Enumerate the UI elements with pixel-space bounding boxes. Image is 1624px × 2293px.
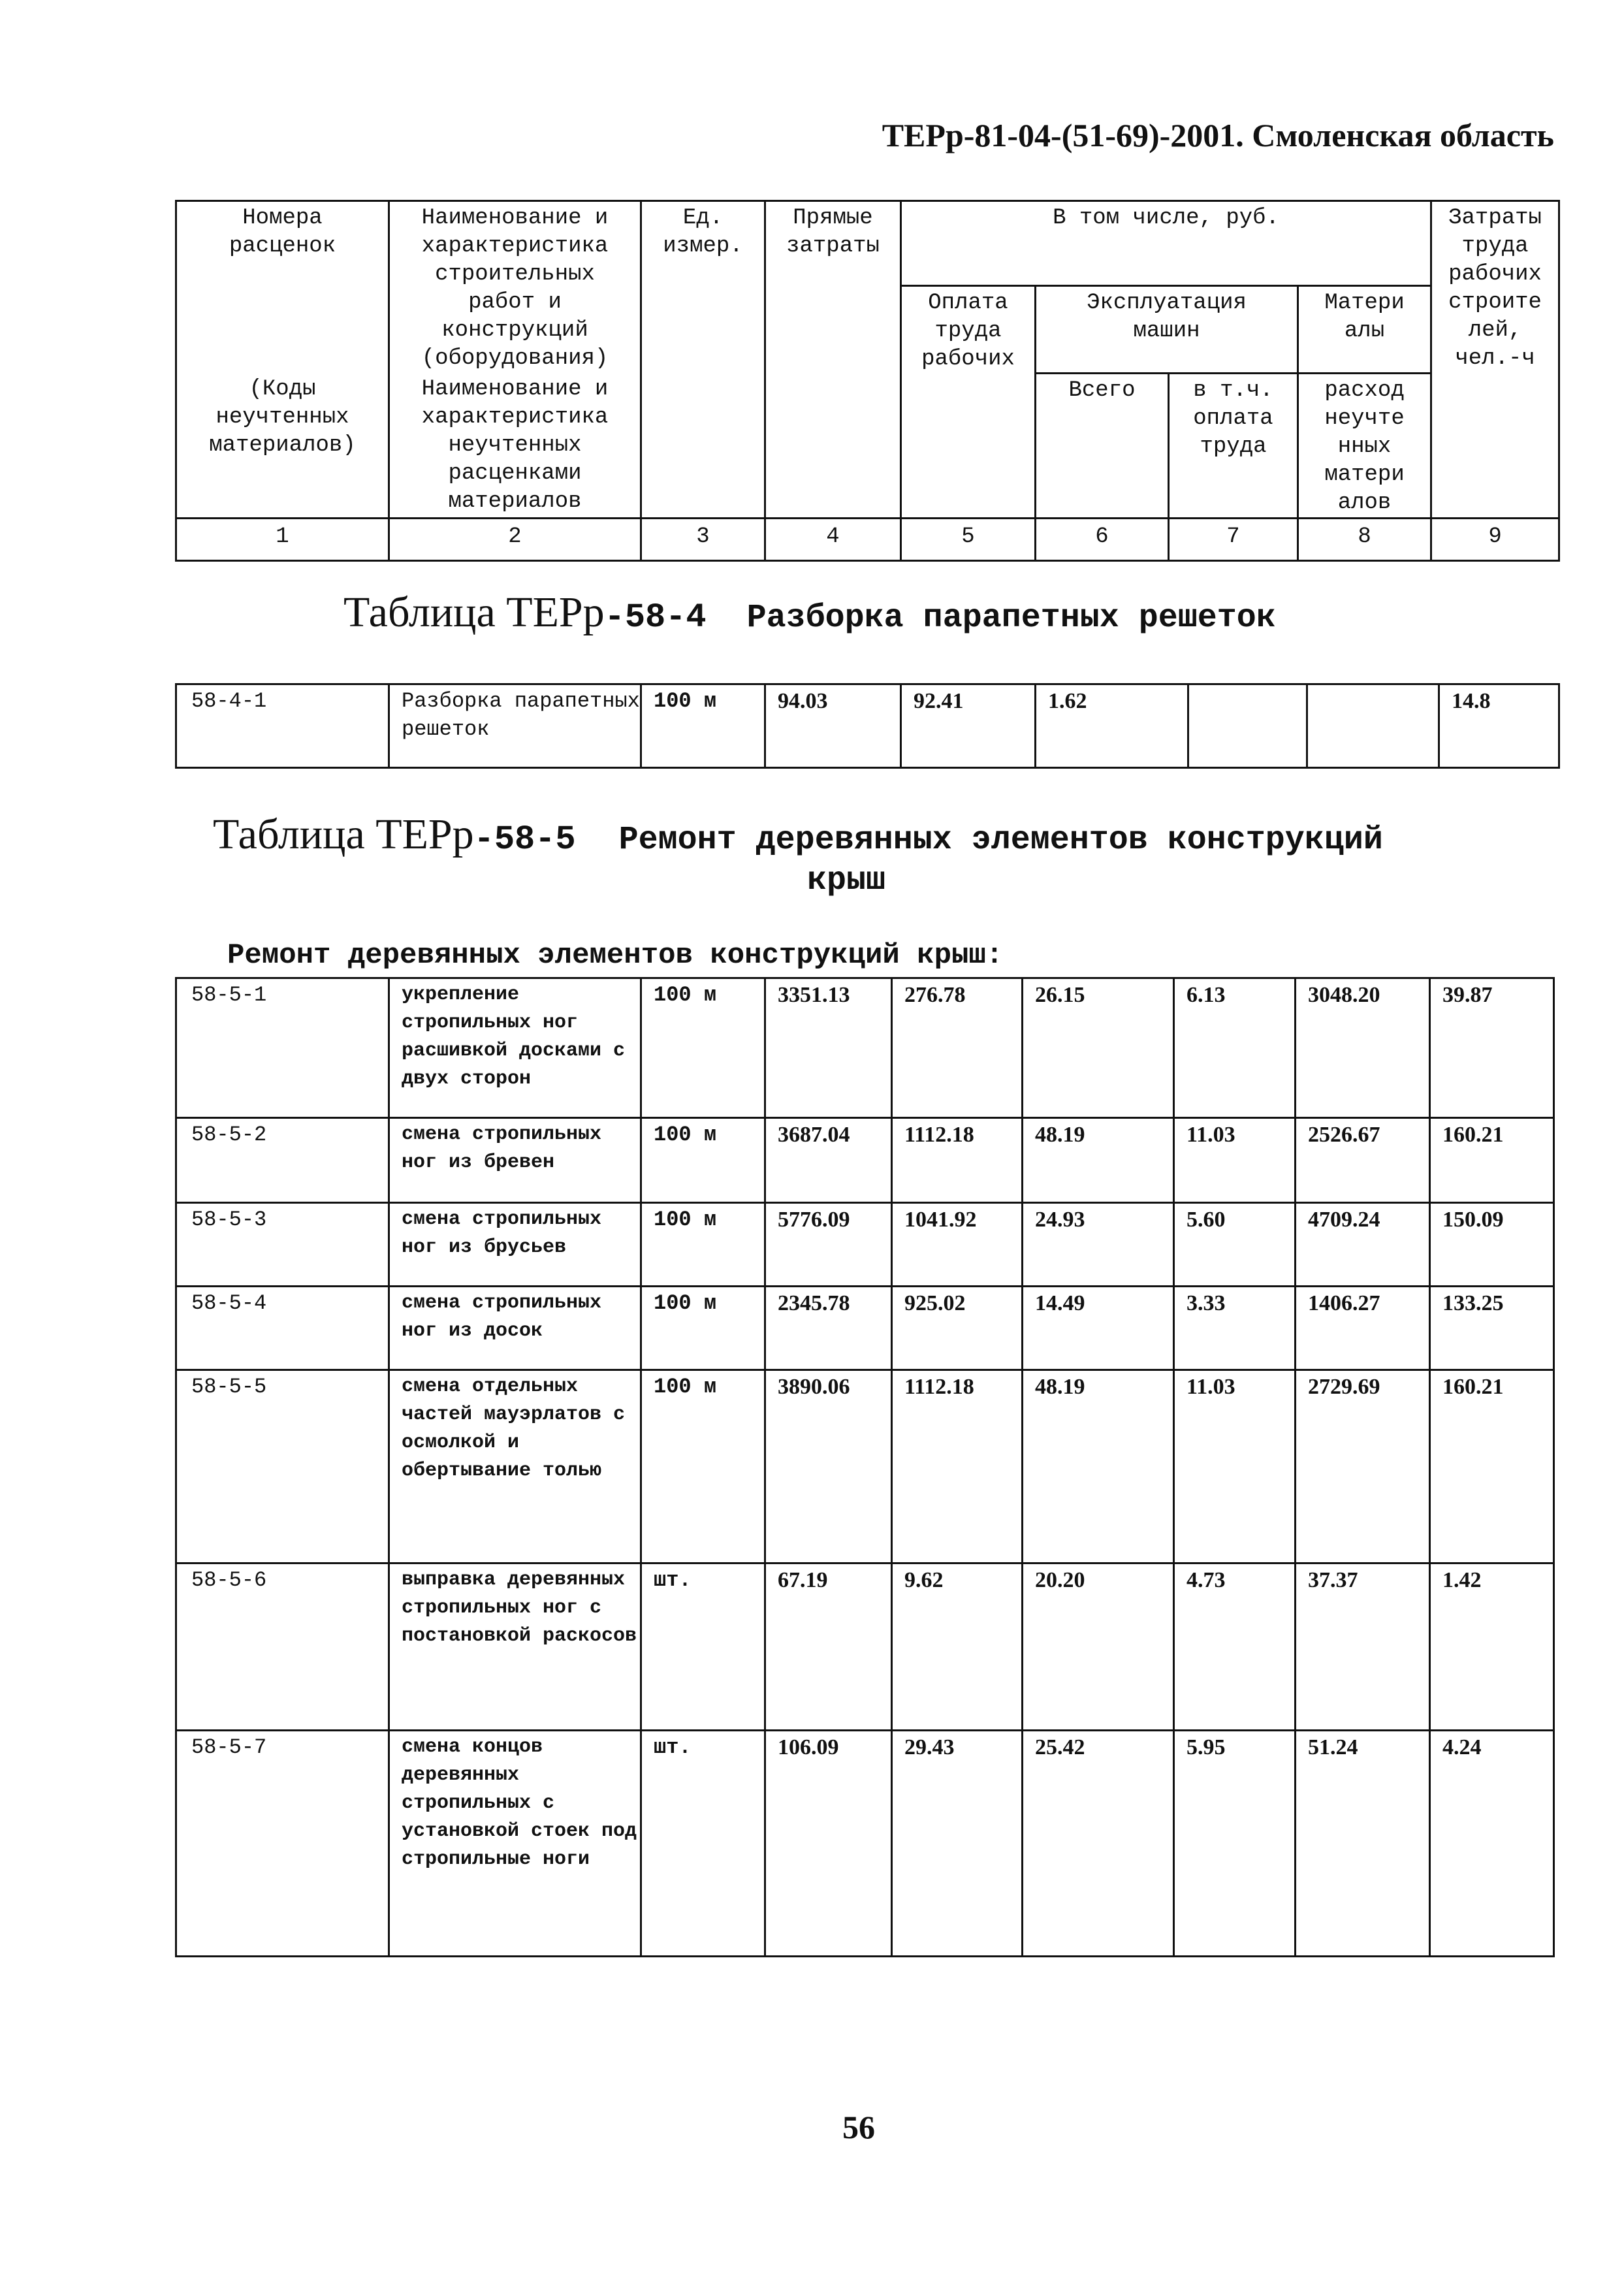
table-58-5	[175, 977, 1555, 1957]
row-unit: шт.	[641, 1563, 765, 1731]
row-code: 58-5-4	[176, 1287, 389, 1370]
column-number: 1	[176, 518, 389, 560]
page-number: 56	[842, 2109, 875, 2145]
row-machines: 20.20	[1023, 1563, 1174, 1731]
row-direct: 67.19	[765, 1563, 892, 1731]
table-row	[176, 1203, 1554, 1287]
header-code: Номера расценок	[176, 201, 389, 374]
row-machines: 26.15	[1023, 978, 1174, 1118]
header-name: Наименование и характеристика строительных работ и конструкций (оборудования)	[389, 201, 641, 374]
row-materials: 2526.67	[1296, 1118, 1430, 1203]
table-row	[176, 1731, 1554, 1957]
column-number: 9	[1431, 518, 1559, 560]
column-number: 4	[765, 518, 901, 560]
row-materials	[1307, 684, 1439, 768]
table-58-5-caption-line2	[807, 862, 885, 899]
row-machines: 48.19	[1023, 1370, 1174, 1563]
row-machines-pay: 4.73	[1174, 1563, 1296, 1731]
header-code-materials: (Коды неучтенных материалов)	[176, 373, 389, 518]
column-number: 5	[901, 518, 1036, 560]
table-row	[176, 1563, 1554, 1731]
row-code: 58-4-1	[176, 684, 389, 768]
table-row	[176, 1370, 1554, 1563]
row-name: смена концов деревянных стропильных с установкой стоек под стропильные ноги	[389, 1731, 641, 1957]
row-direct: 94.03	[765, 684, 901, 768]
row-direct: 2345.78	[765, 1287, 892, 1370]
caption-code: -58-4	[604, 598, 707, 637]
caption-prefix: Таблица ТЕРр	[213, 810, 474, 858]
row-pay: 9.62	[892, 1563, 1023, 1731]
section-label: Ремонт деревянных элементов конструкций крыш:	[227, 939, 1004, 972]
row-labor: 39.87	[1430, 978, 1554, 1118]
row-machines: 1.62	[1036, 684, 1188, 768]
row-direct: 3890.06	[765, 1370, 892, 1563]
row-unit: 100 м	[641, 684, 765, 768]
row-labor: 160.21	[1430, 1370, 1554, 1563]
header-labor: Затраты труда рабочих строите лей, чел.-ч	[1431, 201, 1559, 519]
row-code: 58-5-2	[176, 1118, 389, 1203]
row-name: выправка деревянных стропильных ног с постановкой раскосов	[389, 1563, 641, 1731]
header-machines: Эксплуатация машин	[1036, 286, 1298, 374]
caption-title: Ремонт деревянных элементов конструкций	[618, 822, 1383, 859]
header-materials: Матери алы	[1298, 286, 1431, 374]
table-row	[176, 978, 1554, 1118]
row-pay: 276.78	[892, 978, 1023, 1118]
row-pay: 29.43	[892, 1731, 1023, 1957]
row-name: укрепление стропильных ног расшивкой досками с двух сторон	[389, 978, 641, 1118]
header-machines-total: Всего	[1036, 373, 1169, 518]
row-direct: 106.09	[765, 1731, 892, 1957]
header-unaccounted-materials: расход неучте нных матери алов	[1298, 373, 1431, 518]
row-machines-pay: 11.03	[1174, 1118, 1296, 1203]
row-name: смена отдельных частей мауэрлатов с осмолкой и обертывание толью	[389, 1370, 641, 1563]
table-58-5-caption	[213, 810, 1383, 859]
row-machines: 24.93	[1023, 1203, 1174, 1287]
row-code: 58-5-7	[176, 1731, 389, 1957]
header-unit: Ед. измер.	[641, 201, 765, 519]
caption-title: Разборка парапетных решеток	[746, 600, 1276, 637]
table-row	[176, 1118, 1554, 1203]
row-unit: 100 м	[641, 1287, 765, 1370]
row-materials: 2729.69	[1296, 1370, 1430, 1563]
row-machines-pay: 5.60	[1174, 1203, 1296, 1287]
header-including: В том числе, руб.	[901, 201, 1431, 286]
row-pay: 925.02	[892, 1287, 1023, 1370]
document-title: ТЕРр-81-04-(51-69)-2001. Смоленская область	[882, 117, 1554, 153]
row-machines-pay: 5.95	[1174, 1731, 1296, 1957]
row-machines-pay: 3.33	[1174, 1287, 1296, 1370]
row-labor: 133.25	[1430, 1287, 1554, 1370]
row-machines: 25.42	[1023, 1731, 1174, 1957]
table-row	[176, 684, 1559, 768]
column-number: 2	[389, 518, 641, 560]
row-direct: 3351.13	[765, 978, 892, 1118]
row-labor: 1.42	[1430, 1563, 1554, 1731]
row-direct: 5776.09	[765, 1203, 892, 1287]
row-code: 58-5-5	[176, 1370, 389, 1563]
row-unit: 100 м	[641, 1203, 765, 1287]
row-materials: 37.37	[1296, 1563, 1430, 1731]
row-unit: 100 м	[641, 1118, 765, 1203]
row-labor: 4.24	[1430, 1731, 1554, 1957]
caption-code: -58-5	[473, 820, 576, 859]
row-pay: 1112.18	[892, 1370, 1023, 1563]
header-machines-pay: в т.ч. оплата труда	[1169, 373, 1298, 518]
header-direct-costs: Прямые затраты	[765, 201, 901, 519]
row-code: 58-5-6	[176, 1563, 389, 1731]
caption-title-continued: крыш	[807, 862, 886, 899]
header-name-materials: Наименование и характеристика неучтенных расценками материалов	[389, 373, 641, 518]
caption-prefix: Таблица ТЕРр	[343, 588, 605, 636]
table-58-4	[175, 683, 1560, 769]
row-name: Разборка парапетных решеток	[389, 684, 641, 768]
column-header-table	[175, 200, 1560, 562]
table-58-4-caption	[343, 588, 1276, 637]
column-number: 3	[641, 518, 765, 560]
row-pay: 1041.92	[892, 1203, 1023, 1287]
row-machines-pay	[1188, 684, 1307, 768]
row-pay: 1112.18	[892, 1118, 1023, 1203]
row-name: смена стропильных ног из брусьев	[389, 1203, 641, 1287]
row-labor: 14.8	[1439, 684, 1559, 768]
row-machines: 14.49	[1023, 1287, 1174, 1370]
row-name: смена стропильных ног из бревен	[389, 1118, 641, 1203]
column-number: 8	[1298, 518, 1431, 560]
row-machines: 48.19	[1023, 1118, 1174, 1203]
row-code: 58-5-3	[176, 1203, 389, 1287]
header-pay: Оплата труда рабочих	[901, 286, 1036, 519]
row-unit: 100 м	[641, 1370, 765, 1563]
column-number: 7	[1169, 518, 1298, 560]
row-materials: 51.24	[1296, 1731, 1430, 1957]
row-pay: 92.41	[901, 684, 1036, 768]
row-direct: 3687.04	[765, 1118, 892, 1203]
row-materials: 4709.24	[1296, 1203, 1430, 1287]
row-machines-pay: 11.03	[1174, 1370, 1296, 1563]
row-machines-pay: 6.13	[1174, 978, 1296, 1118]
row-unit: 100 м	[641, 978, 765, 1118]
row-labor: 150.09	[1430, 1203, 1554, 1287]
row-labor: 160.21	[1430, 1118, 1554, 1203]
row-name: смена стропильных ног из досок	[389, 1287, 641, 1370]
row-code: 58-5-1	[176, 978, 389, 1118]
row-unit: шт.	[641, 1731, 765, 1957]
table-row	[176, 1287, 1554, 1370]
row-materials: 3048.20	[1296, 978, 1430, 1118]
row-materials: 1406.27	[1296, 1287, 1430, 1370]
column-number: 6	[1036, 518, 1169, 560]
